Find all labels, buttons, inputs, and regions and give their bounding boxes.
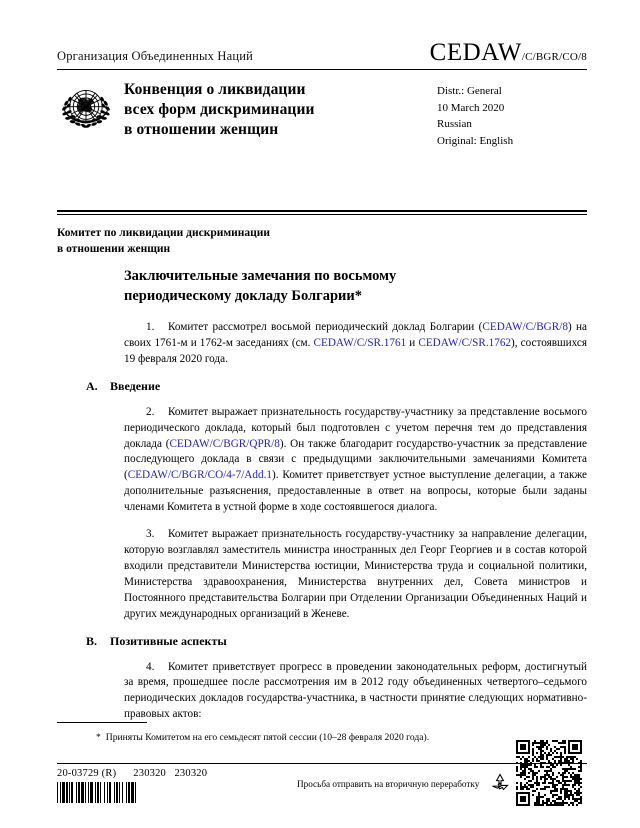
section-divider-thin (57, 214, 587, 215)
paragraph: 4. Комитет приветствует прогресс в проведении законодательных реформ, достигнутый за время, прошедшее после рассмотрения им в 2012 году объединенных четвертого–седьмого периодических докладов государства-участника, в частности принятие следующих нормативно-правовых актов: (124, 660, 587, 721)
document-date-codes: 230320 230320 (133, 768, 208, 779)
masthead (57, 40, 587, 150)
convention-title (124, 79, 437, 140)
document-number (57, 768, 207, 779)
intro-paragraphs (124, 320, 587, 368)
committee-heading-line: Комитет по ликвидации дискриминации (57, 227, 271, 239)
distribution-type: Distr.: General (437, 85, 502, 97)
section-letter: A. (86, 378, 98, 393)
footnote-separator (57, 722, 147, 723)
section-title: Введение (110, 378, 161, 393)
document-symbol (430, 40, 587, 65)
document-body (86, 266, 588, 734)
convention-title-line: Конвенция о ликвидации (124, 81, 306, 98)
qr-code-modules (516, 740, 582, 806)
distribution-original: Original: English (437, 135, 514, 148)
distribution-block (437, 79, 587, 150)
page-title-line: периодическому докладу Болгарии* (124, 288, 363, 304)
document-reference-link[interactable]: CEDAW/C/SR.1762 (418, 336, 512, 349)
footnote-text: Приняты Комитетом на его семьдесят пятой сессии (10–28 февраля 2020 года). (105, 732, 430, 743)
masthead-divider (57, 69, 587, 70)
masthead-top-row (57, 40, 587, 65)
document-reference-link[interactable]: CEDAW/C/BGR/8 (482, 321, 568, 333)
section-title: Позитивные аспекты (110, 633, 227, 648)
paragraph-number: 3. (146, 528, 155, 541)
document-reference-link[interactable]: CEDAW/C/BGR/QPR/8 (169, 437, 280, 450)
qr-code-icon (516, 740, 582, 806)
section-letter: B. (86, 633, 98, 648)
barcode-bar (136, 782, 138, 803)
paragraph-number: 2. (146, 405, 155, 418)
un-emblem-icon (57, 80, 115, 138)
convention-title-line: в отношении женщин (124, 121, 279, 139)
section-heading (86, 379, 587, 394)
footer-separator (57, 763, 587, 764)
document-symbol-suffix: /C/BGR/CO/8 (521, 51, 587, 63)
paragraph-number: 4. (146, 660, 155, 673)
section-divider-thick (57, 210, 587, 212)
paragraph-number: 1. (146, 321, 155, 333)
document-sections (86, 378, 587, 723)
document-symbol-main: CEDAW (429, 39, 522, 66)
committee-heading-line: в отношении женщин (57, 243, 171, 256)
committee-heading (57, 225, 477, 258)
page-title-line: Заключительные замечания по восьмому (124, 268, 397, 284)
document-number-value: 20-03729 (R) (57, 768, 117, 779)
recycle-icon (489, 771, 511, 793)
document-reference-link[interactable]: CEDAW/C/SR.1761 (313, 336, 407, 349)
masthead-bottom-row (57, 79, 587, 150)
footnote-marker: * (96, 732, 101, 743)
paragraph: 1. Комитет рассмотрел восьмой периодический доклад Болгарии (CEDAW/C/BGR/8) на своих 1761-м и 1762-м заседаниях (см. CEDAW/C/SR.1761 и CEDAW/C/SR.1762), состоявшихся 19 февраля 2020 года. (124, 321, 588, 365)
section-heading (86, 634, 587, 649)
organization-name: Организация Объединенных Наций (57, 49, 254, 63)
footnote (96, 731, 566, 744)
page-title (124, 266, 587, 306)
distribution-language: Russian (437, 118, 472, 131)
convention-title-line: всех форм дискриминации (124, 101, 315, 119)
document-reference-link[interactable]: CEDAW/C/BGR/CO/4-7/Add.1 (127, 469, 272, 482)
barcode-icon (57, 782, 175, 803)
paragraph: 3. Комитет выражает признательность государству-участнику за направление делегации, которую возглавлял заместитель министра иностранных дел Георг Георгиев и в состав которой входили представители Министерства юстиции, Министерства труда и социальной политики, Министерства здравоохранения, Министерства внутренних дел, Совета министров и Постоянного представительства Болгарии при Отделении Организации Объединенных Наций и других международных организаций в Женеве. (124, 528, 587, 620)
recycle-text: Просьба отправить на вторичную переработку (297, 779, 480, 789)
paragraph: 2. Комитет выражает признательность государству-участнику за представление восьмого периодического доклада, который был подготовлен с учетом перечня тем до представления доклада (CEDAW/C/BGR/QPR/8). Он также благодарит государство-участник за представление последующего доклада в связи с предыдущими заключительными замечаниями Комитета (CEDAW/C/BGR/CO/4-7/Add.1). Комитет приветствует устное выступление делегации, а также дополнительные разъяснения, предоставленные в ответ на вопросы, которые были заданы членами Комитета в устной форме в ходе состоявшегося диалога. (124, 405, 587, 514)
distribution-date: 10 March 2020 (437, 101, 505, 114)
